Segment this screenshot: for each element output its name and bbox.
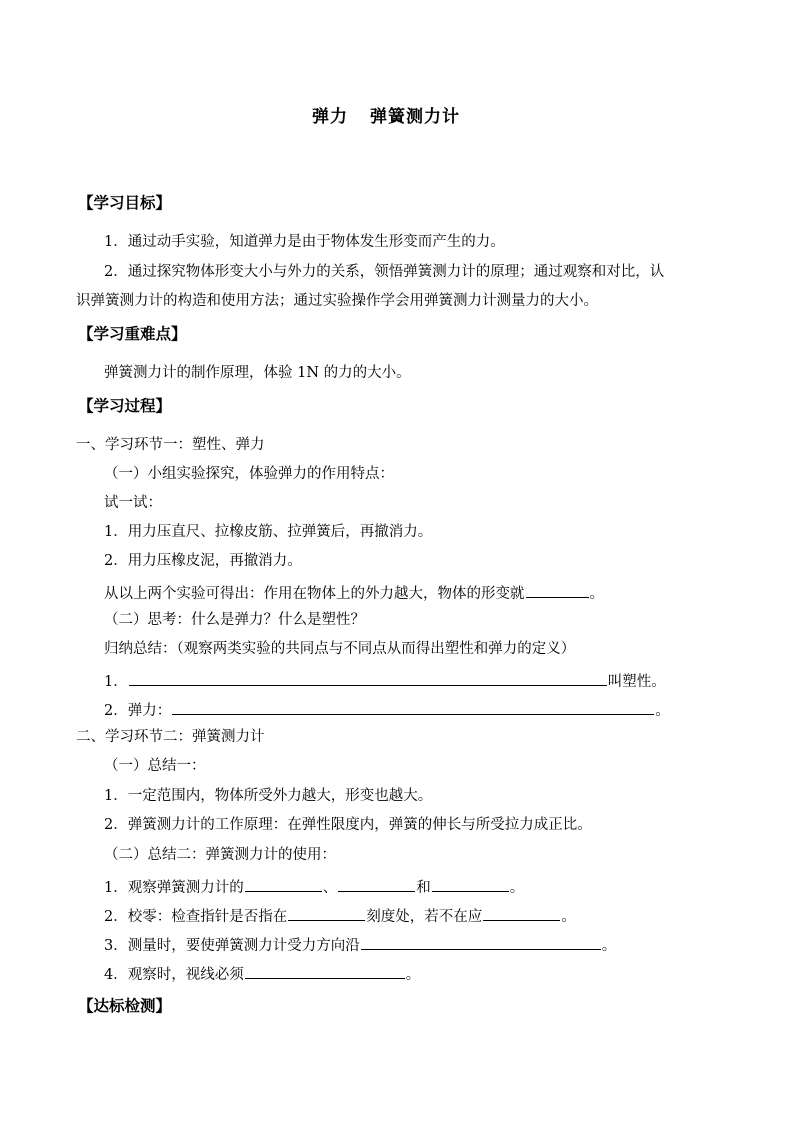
blank-plasticity[interactable] xyxy=(129,670,607,686)
conclusion-text: 从以上两个实验可得出：作用在物体上的外力越大，物体的形变就 xyxy=(104,586,525,602)
heading-key-points: 【学习重难点】 xyxy=(78,324,187,343)
part1-step1: 1．用力压直尺、拉橡皮筋、拉弹簧后，再撤消力。 xyxy=(104,524,433,540)
goal-item-1: 1．通过动手实验，知道弹力是由于物体发生形变而产生的力。 xyxy=(104,234,505,250)
u2-text: 2．校零：检查指针是否指在 xyxy=(104,909,288,925)
page-title xyxy=(312,108,460,126)
u4-end: 。 xyxy=(405,967,421,983)
blank-range[interactable] xyxy=(245,876,322,892)
part2-summary1-item1: 1．一定范围内，物体所受外力越大，形变也越大。 xyxy=(104,788,433,804)
u1-and: 和 xyxy=(416,880,431,896)
blank-deformation[interactable] xyxy=(526,582,589,598)
blank-zero-mark[interactable] xyxy=(288,905,365,921)
usage-item-1 xyxy=(104,876,524,897)
u3-end: 。 xyxy=(601,938,617,954)
part1-conclusion xyxy=(104,582,604,603)
usage-item-2 xyxy=(104,905,576,926)
part1-title: 一、学习环节一：塑性、弹力 xyxy=(76,437,265,453)
def1-suffix: 叫塑性。 xyxy=(607,674,666,690)
heading-assessment: 【达标检测】 xyxy=(78,996,172,1015)
blank-line-of-sight[interactable] xyxy=(245,963,405,979)
u1-end: 。 xyxy=(509,880,525,896)
def1-number: 1． xyxy=(104,674,128,690)
definition-plasticity xyxy=(104,670,666,691)
u2-middle: 刻度处，若不在应 xyxy=(366,909,483,925)
blank-adjust[interactable] xyxy=(483,905,560,921)
u4-text: 4．观察时，视线必须 xyxy=(104,967,244,983)
goal-item-2-line2: 识弹簧测力计的构造和使用方法；通过实验操作学会用弹簧测力计测量力的大小。 xyxy=(76,293,598,309)
key-points-text: 弹簧测力计的制作原理，体验 1N 的力的大小。 xyxy=(104,365,411,381)
part1-summary: 归纳总结：（观察两类实验的共同点与不同点从而得出塑性和弹力的定义） xyxy=(104,641,576,657)
u1-text: 1．观察弹簧测力计的 xyxy=(104,880,244,896)
part2-summary1-item2: 2．弹簧测力计的工作原理：在弹性限度内，弹簧的伸长与所受拉力成正比。 xyxy=(104,817,592,833)
heading-learning-goals: 【学习目标】 xyxy=(78,193,172,212)
goal-item-2-line1: 2．通过探究物体形变大小与外力的关系，领悟弹簧测力计的原理；通过观察和对比，认 xyxy=(104,264,665,280)
conclusion-end: 。 xyxy=(589,586,604,602)
u1-sep: 、 xyxy=(322,880,338,896)
part1-step2: 2．用力压橡皮泥，再撤消力。 xyxy=(104,553,302,569)
part1-sub1: （一）小组实验探究，体验弹力的作用特点： xyxy=(104,466,394,482)
part1-try: 试一试： xyxy=(104,495,162,511)
u3-text: 3．测量时，要使弹簧测力计受力方向沿 xyxy=(104,938,360,954)
usage-item-4 xyxy=(104,963,420,984)
part2-sub2: （二）总结二：弹簧测力计的使用： xyxy=(104,847,336,863)
heading-learning-process: 【学习过程】 xyxy=(78,396,172,415)
part1-sub2: （二）思考：什么是弹力？什么是塑性？ xyxy=(104,612,365,628)
blank-elasticity[interactable] xyxy=(172,699,654,715)
blank-unit[interactable] xyxy=(432,876,509,892)
blank-direction[interactable] xyxy=(361,934,601,950)
def2-label: 2．弹力： xyxy=(104,703,172,719)
usage-item-3 xyxy=(104,934,616,955)
part2-title: 二、学习环节二：弹簧测力计 xyxy=(76,729,265,745)
title-part2: 弹簧测力计 xyxy=(370,107,460,127)
blank-division[interactable] xyxy=(338,876,415,892)
definition-elasticity xyxy=(104,699,670,720)
u2-end: 。 xyxy=(561,909,576,925)
def2-end: 。 xyxy=(655,703,670,719)
title-part1: 弹力 xyxy=(312,107,348,127)
part2-sub1: （一）总结一： xyxy=(104,758,206,774)
